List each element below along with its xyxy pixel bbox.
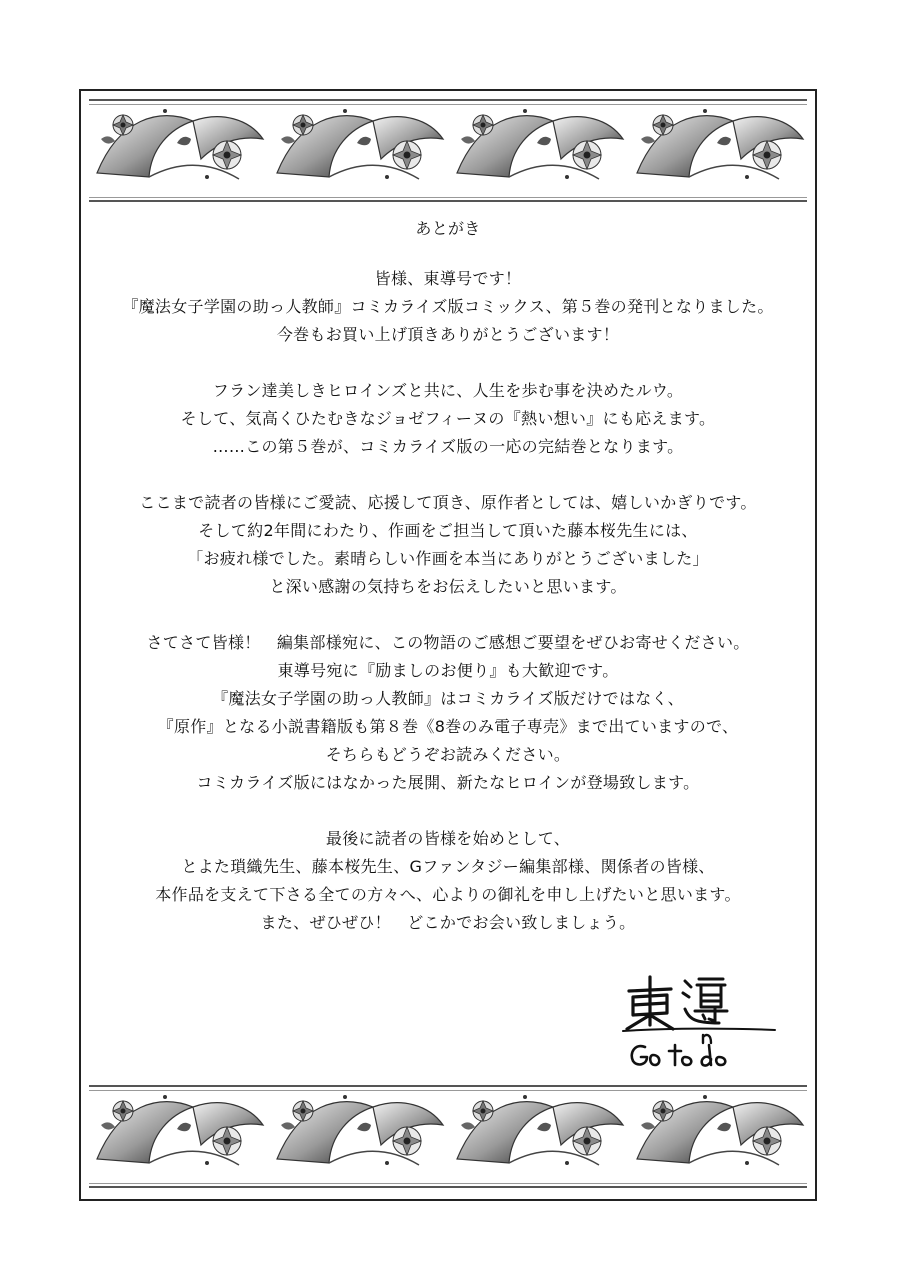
- text-line: 『魔法女子学園の助っ人教師』はコミカライズ版だけではなく、: [212, 689, 684, 708]
- text-line: ……この第５巻が、コミカライズ版の一応の完結巻となります。: [212, 437, 684, 456]
- paragraph-story: [101, 377, 795, 461]
- text-line: 東導号宛に『励ましのお便り』も大歓迎です。: [277, 661, 619, 680]
- floral-ornament-bottom: [89, 1085, 807, 1189]
- text-line: そして、気高くひたむきなジョゼフィーヌの『熱い想い』にも応えます。: [180, 409, 716, 428]
- text-line: コミカライズ版にはなかった展開、新たなヒロインが登場致します。: [196, 773, 700, 792]
- floral-ornament-top: [89, 99, 807, 203]
- text-line: 最後に読者の皆様を始めとして、: [325, 829, 571, 848]
- page-frame: [79, 89, 817, 1201]
- text-line: ここまで読者の皆様にご愛読、応援して頂き、原作者としては、嬉しいかぎりです。: [139, 493, 757, 512]
- floral-border-top: [89, 99, 807, 203]
- text-line: そして約2年間にわたり、作画をご担当して頂いた藤本桜先生には、: [198, 521, 698, 540]
- text-line: そちらもどうぞお読みください。: [325, 745, 571, 764]
- author-signature: [619, 973, 779, 1069]
- text-line: 皆様、東導号です！: [374, 269, 522, 288]
- afterword-heading: あとがき: [415, 219, 481, 238]
- text-line: 「お疲れ様でした。素晴らしい作画を本当にありがとうございました」: [187, 549, 709, 568]
- afterword-body: [101, 215, 795, 937]
- signature-handwriting: [619, 973, 779, 1069]
- text-line: フラン達美しきヒロインズと共に、人生を歩む事を決めたルウ。: [212, 381, 684, 400]
- text-line: また、ぜひぜひ！ どこかでお会い致しましょう。: [260, 913, 636, 932]
- text-line: 『原作』となる小説書籍版も第８巻《8巻のみ電子専売》まで出ていますので、: [157, 717, 739, 736]
- paragraph-greeting: [101, 265, 795, 349]
- paragraph-closing: [101, 825, 795, 937]
- text-line: と深い感謝の気持ちをお伝えしたいと思います。: [269, 577, 627, 596]
- text-line: 今巻もお買い上げ頂きありがとうございます！: [276, 325, 620, 344]
- paragraph-thanks: [101, 489, 795, 601]
- text-line: 『魔法女子学園の助っ人教師』コミカライズ版コミックス、第５巻の発刊となりました。: [122, 297, 774, 316]
- floral-border-bottom: [89, 1085, 807, 1189]
- paragraph-request: [101, 629, 795, 797]
- text-line: 本作品を支えて下さる全ての方々へ、心よりの御礼を申し上げたいと思います。: [155, 885, 741, 904]
- text-line: とよた瑣織先生、藤本桜先生、Gファンタジー編集部様、関係者の皆様、: [181, 857, 715, 876]
- text-line: さてさて皆様！ 編集部様宛に、この物語のご感想ご要望をぜひお寄せください。: [146, 633, 750, 652]
